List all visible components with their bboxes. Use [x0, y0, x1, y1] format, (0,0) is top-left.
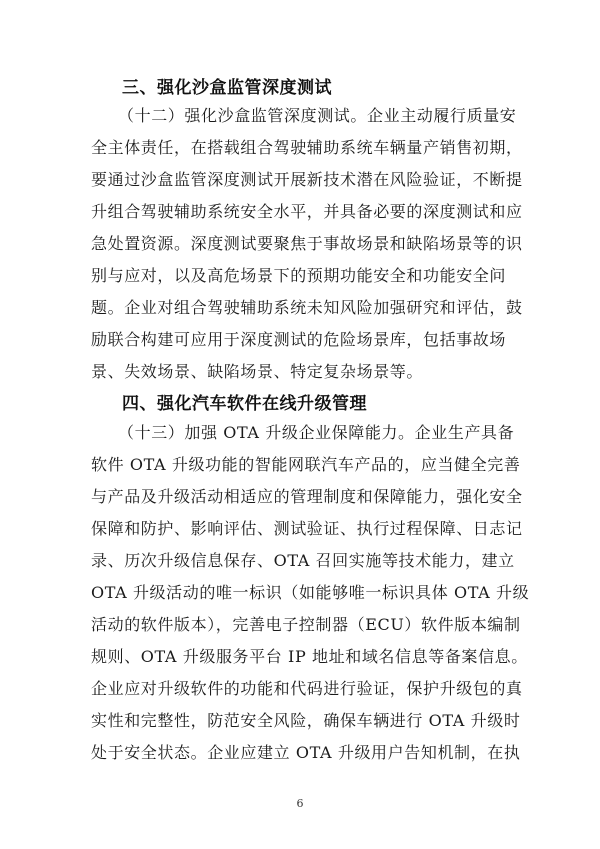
- section-three-line: 升组合驾驶辅助系统安全水平，并具备必要的深度测试和应: [91, 202, 523, 221]
- section-four-line: 与产品及升级活动相适应的管理制度和保障能力，强化安全: [91, 487, 523, 506]
- section-four-line: 软件 OTA 升级功能的智能网联汽车产品的，应当健全完善: [91, 455, 521, 474]
- section-four-line: 活动的软件版本），完善电子控制器（ECU）软件版本编制: [91, 615, 521, 634]
- section-four-line: 录、历次升级信息保存、OTA 召回实施等技术能力，建立: [91, 551, 515, 570]
- section-three-line: （十二）强化沙盒监管深度测试。企业主动履行质量安: [118, 106, 517, 125]
- section-four-line: （十三）加强 OTA 升级企业保障能力。企业生产具备: [118, 423, 515, 442]
- section-three-line: 题。企业对组合驾驶辅助系统未知风险加强研究和评估，鼓: [91, 298, 523, 317]
- section-three-line: 要通过沙盒监管深度测试开展新技术潜在风险验证，不断提: [91, 170, 523, 189]
- section-four-line: OTA 升级活动的唯一标识（如能够唯一标识具体 OTA 升级: [91, 583, 530, 602]
- section-four-line: 处于安全状态。企业应建立 OTA 升级用户告知机制，在执: [91, 743, 521, 762]
- section-three-line: 全主体责任，在搭载组合驾驶辅助系统车辆量产销售初期，: [91, 138, 523, 157]
- section-three-line: 急处置资源。深度测试要聚焦于事故场景和缺陷场景等的识: [91, 234, 523, 253]
- section-four-line: 实性和完整性，防范安全风险，确保车辆进行 OTA 升级时: [91, 711, 521, 730]
- section-four-line: 规则、OTA 升级服务平台 IP 地址和域名信息等备案信息。: [91, 647, 528, 666]
- page-number: 6: [296, 797, 304, 810]
- section-four-heading: 四、强化汽车软件在线升级管理: [122, 394, 367, 414]
- section-four-line: 保障和防护、影响评估、测试验证、执行过程保障、日志记: [91, 519, 523, 538]
- section-four-line: 企业应对升级软件的功能和代码进行验证，保护升级包的真: [91, 679, 523, 698]
- section-three-line: 励联合构建可应用于深度测试的危险场景库，包括事故场: [91, 330, 507, 349]
- section-three-line: 景、失效场景、缺陷场景、特定复杂场景等。: [91, 362, 424, 381]
- section-three-line: 别与应对，以及高危场景下的预期功能安全和功能安全问: [91, 266, 507, 285]
- section-three-heading: 三、强化沙盒监管深度测试: [122, 78, 332, 98]
